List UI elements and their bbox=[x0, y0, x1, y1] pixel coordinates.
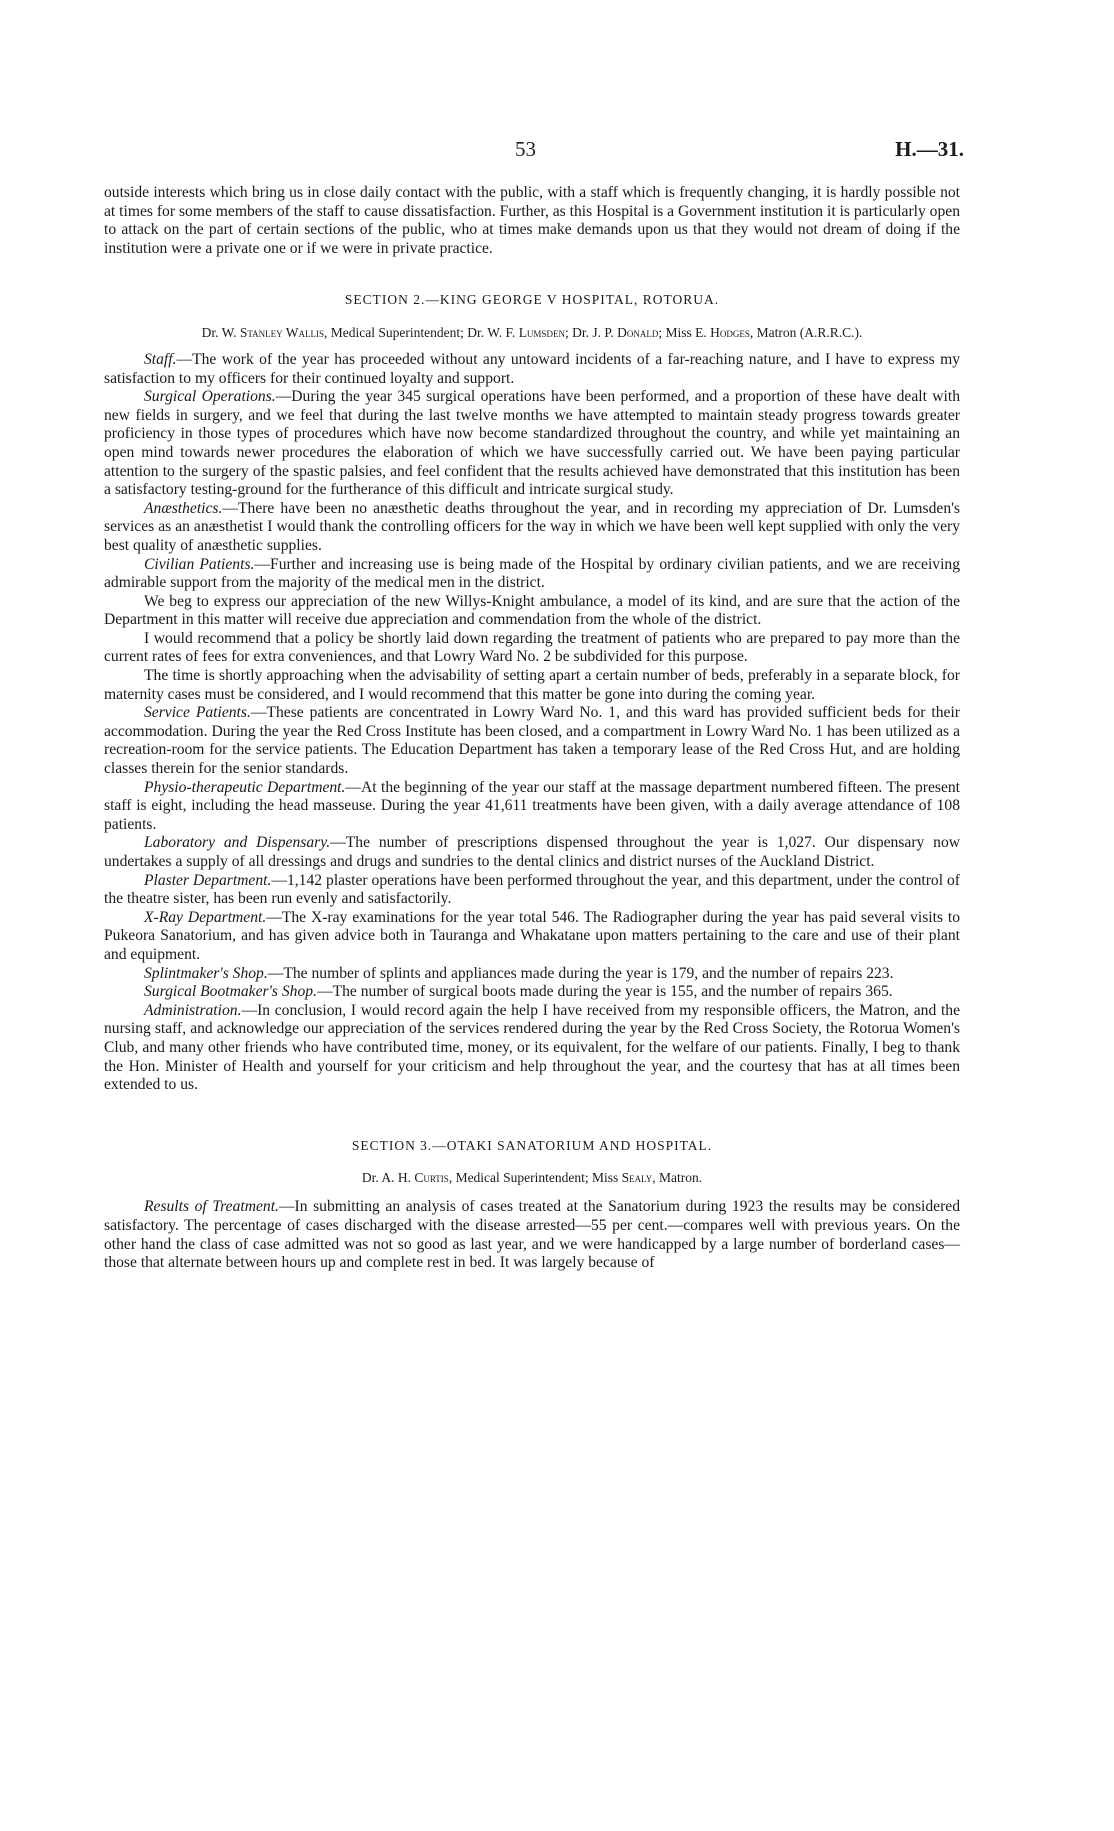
section-2-staff-line bbox=[104, 324, 960, 341]
section-2-paragraph bbox=[104, 630, 960, 667]
paragraph-text: —In conclusion, I would record again the help I have received from my responsible officers, the Matron, and the nursing staff, and acknowledge our appreciation of the services rendered during the year by the Red Cross Society, the Rotorua Women's Club, and many other friends who have contributed time, money, or its equivalent, for the welfare of our patients. Finally, I beg to thank the Hon. Minister of Health and yourself for your criticism and help throughout the year, and the courtesy that has at all times been extended to us. bbox=[104, 1001, 960, 1094]
paragraph-text: The time is shortly approaching when the advisability of setting apart a certain number of beds, preferably in a separate block, for maternity cases must be considered, and I would recommend that this matter be gone into during the coming year. bbox=[104, 667, 960, 703]
staff-text: Dr. W. bbox=[201, 324, 240, 340]
staff-text: , Matron (A.R.R.C.). bbox=[749, 324, 863, 340]
paragraph-text: —At the beginning of the year our staff at the massage department numbered fifteen. The present staff is eight, including the head masseuse. During the year 41,611 treatments have been given, with a daily average attendance of 108 patients. bbox=[104, 778, 961, 833]
staff-text: ; Miss E. bbox=[658, 324, 711, 340]
paragraph-text: —The X-ray examinations for the year total 546. The Radiographer during the year has paid several visits to Pukeora Sanatorium, and has given advice both in Tauranga and Whakatane upon matters pertaining to the care and use of their plant and equipment. bbox=[104, 908, 961, 963]
paragraph-heading: Service Patients. bbox=[144, 704, 251, 722]
section-2-paragraph bbox=[104, 388, 960, 500]
section-2-title: SECTION 2.—KING GEORGE V HOSPITAL, ROTORUA. bbox=[344, 292, 720, 308]
staff-name: Hodges bbox=[710, 324, 750, 340]
section-2-paragraph bbox=[104, 556, 960, 593]
section-3-staff-line bbox=[104, 1169, 960, 1186]
section-2-paragraph bbox=[104, 983, 960, 1002]
section-2-paragraph bbox=[104, 1002, 960, 1095]
paragraph-heading: Staff. bbox=[144, 350, 177, 368]
staff-text: Dr. A. H. bbox=[361, 1170, 415, 1186]
staff-text: ; Dr. J. P. bbox=[564, 324, 618, 340]
paragraph-heading: Splintmaker's Shop. bbox=[144, 964, 268, 982]
page-number: 53 bbox=[515, 137, 536, 161]
section-2-paragraph bbox=[104, 779, 960, 835]
paragraph-text: —The number of surgical boots made during the year is 155, and the number of repairs 365. bbox=[316, 983, 893, 1001]
section-2-paragraph bbox=[104, 872, 960, 909]
paragraph-heading: X-Ray Department. bbox=[144, 908, 267, 926]
section-2-body bbox=[104, 351, 960, 1095]
paragraph-heading: Plaster Department. bbox=[144, 871, 272, 889]
section-3-body bbox=[104, 1198, 960, 1272]
document-reference: H.—31. bbox=[895, 137, 964, 161]
paragraph-text: —During the year 345 surgical operations have been performed, and a proportion of these have dealt with new fields in surgery, and we feel that during the last twelve months we have attempted to maintain steady progress towards greater proficiency in those types of procedures which have now become standardized throughout the country, and while yet maintaining an open mind towards newer procedures the elaboration of which we have successfully carried out. We have been paying particular attention to the surgery of the spastic palsies, and feel confident that the results achieved have demonstrated that this institution has been a satisfactory testing-ground for the furtherance of this difficult and intricate surgical study. bbox=[104, 388, 961, 499]
paragraph-heading: Laboratory and Dispensary. bbox=[144, 834, 331, 852]
section-2-paragraph bbox=[104, 351, 960, 388]
paragraph-text: —The number of prescriptions dispensed throughout the year is 1,027. Our dispensary now undertakes a supply of all dressings and drugs and sundries to the dental clinics and district nurses of the Auckland District. bbox=[104, 834, 960, 870]
page-body bbox=[104, 184, 960, 1273]
staff-text: , Medical Superintendent; Miss bbox=[448, 1170, 622, 1186]
staff-name: Curtis bbox=[414, 1170, 449, 1186]
staff-text: , Medical Superintendent; Dr. W. F. bbox=[324, 324, 519, 340]
section-2-paragraph bbox=[104, 667, 960, 704]
paragraph-text: —The work of the year has proceeded without any untoward incidents of a far-reaching nature, and I have to express my satisfaction to my officers for their continued loyalty and support. bbox=[104, 350, 960, 387]
paragraph-text: We beg to express our appreciation of the new Willys-Knight ambulance, a model of its kind, and are sure that the action of the Department in this matter will receive due appreciation and commendation from the whole of the district. bbox=[104, 592, 960, 629]
paragraph-text: —In submitting an analysis of cases treated at the Sanatorium during 1923 the results may be considered satisfactory. The percentage of cases discharged with the disease arrested—55 per cent.—compares well with previous years. On the other hand the class of case admitted was not so good as last year, and we were handicapped by a large number of borderland cases—those that alternate between hours up and complete rest in bed. It was largely because of bbox=[104, 1198, 960, 1272]
paragraph-heading: Surgical Operations. bbox=[144, 388, 276, 406]
staff-name: Donald bbox=[617, 324, 659, 340]
section-2-paragraph bbox=[104, 704, 960, 778]
staff-name: Sealy bbox=[621, 1170, 653, 1186]
staff-text: , Matron. bbox=[652, 1170, 703, 1186]
section-2-paragraph bbox=[104, 593, 960, 630]
paragraph-text: I would recommend that a policy be shortly laid down regarding the treatment of patients who are prepared to pay more than the current rates of fees for extra conveniences, and that Lowry Ward No. 2 be subdivided for this purpose. bbox=[104, 629, 960, 666]
section-3-paragraph bbox=[104, 1198, 960, 1272]
page-header bbox=[0, 137, 1114, 167]
section-2-paragraph bbox=[104, 965, 960, 984]
staff-name: Stanley Wallis bbox=[239, 324, 325, 340]
paragraph-heading: Surgical Bootmaker's Shop. bbox=[144, 983, 317, 1001]
paragraph-heading: Physio-therapeutic Department. bbox=[144, 778, 346, 796]
section-2-paragraph bbox=[104, 909, 960, 965]
paragraph-heading: Anæsthetics. bbox=[144, 499, 223, 517]
intro-paragraph: outside interests which bring us in close daily contact with the public, with a staff which is frequently changing, it is hardly possible not at times for some members of the staff to cause dissatisfaction. Further, as this Hospital is a Government institution it is particularly open to attack on the part of certain sections of the public, who at times make demands upon us that they would not dream of doing if the institution were a private one or if we were in private practice. bbox=[104, 184, 960, 257]
paragraph-heading: Results of Treatment. bbox=[144, 1198, 279, 1216]
paragraph-text: —These patients are concentrated in Lowry Ward No. 1, and this ward has provided sufficient beds for their accommodation. During the year the Red Cross Institute has been closed, and a compartment in Lowry Ward No. 1 has been utilized as a recreation-room for the service patients. The Education Department has taken a temporary lease of the Red Cross Hut, and are holding classes therein for the senior standards. bbox=[104, 704, 961, 778]
paragraph-text: —The number of splints and appliances made during the year is 179, and the number of repairs 223. bbox=[267, 964, 894, 982]
paragraph-text: —There have been no anæsthetic deaths throughout the year, and in recording my appreciation of Dr. Lumsden's services as an anæsthetist I would thank the controlling officers for the way in which we have been well kept supplied with only the very best quality of anæsthetic supplies. bbox=[104, 499, 960, 554]
section-2-paragraph bbox=[104, 834, 960, 871]
staff-name: Lumsden bbox=[518, 324, 565, 340]
paragraph-text: —Further and increasing use is being made of the Hospital by ordinary civilian patients, and we are receiving admirable support from the majority of the medical men in the district. bbox=[104, 555, 961, 592]
paragraph-heading: Administration. bbox=[144, 1001, 242, 1019]
section-2-paragraph bbox=[104, 500, 960, 556]
paragraph-heading: Civilian Patients. bbox=[144, 555, 255, 573]
section-3-title: SECTION 3.—OTAKI SANATORIUM AND HOSPITAL. bbox=[351, 1137, 713, 1153]
paragraph-text: —1,142 plaster operations have been performed throughout the year, and this department, under the control of the theatre sister, has been run evenly and satisfactorily. bbox=[104, 871, 960, 908]
